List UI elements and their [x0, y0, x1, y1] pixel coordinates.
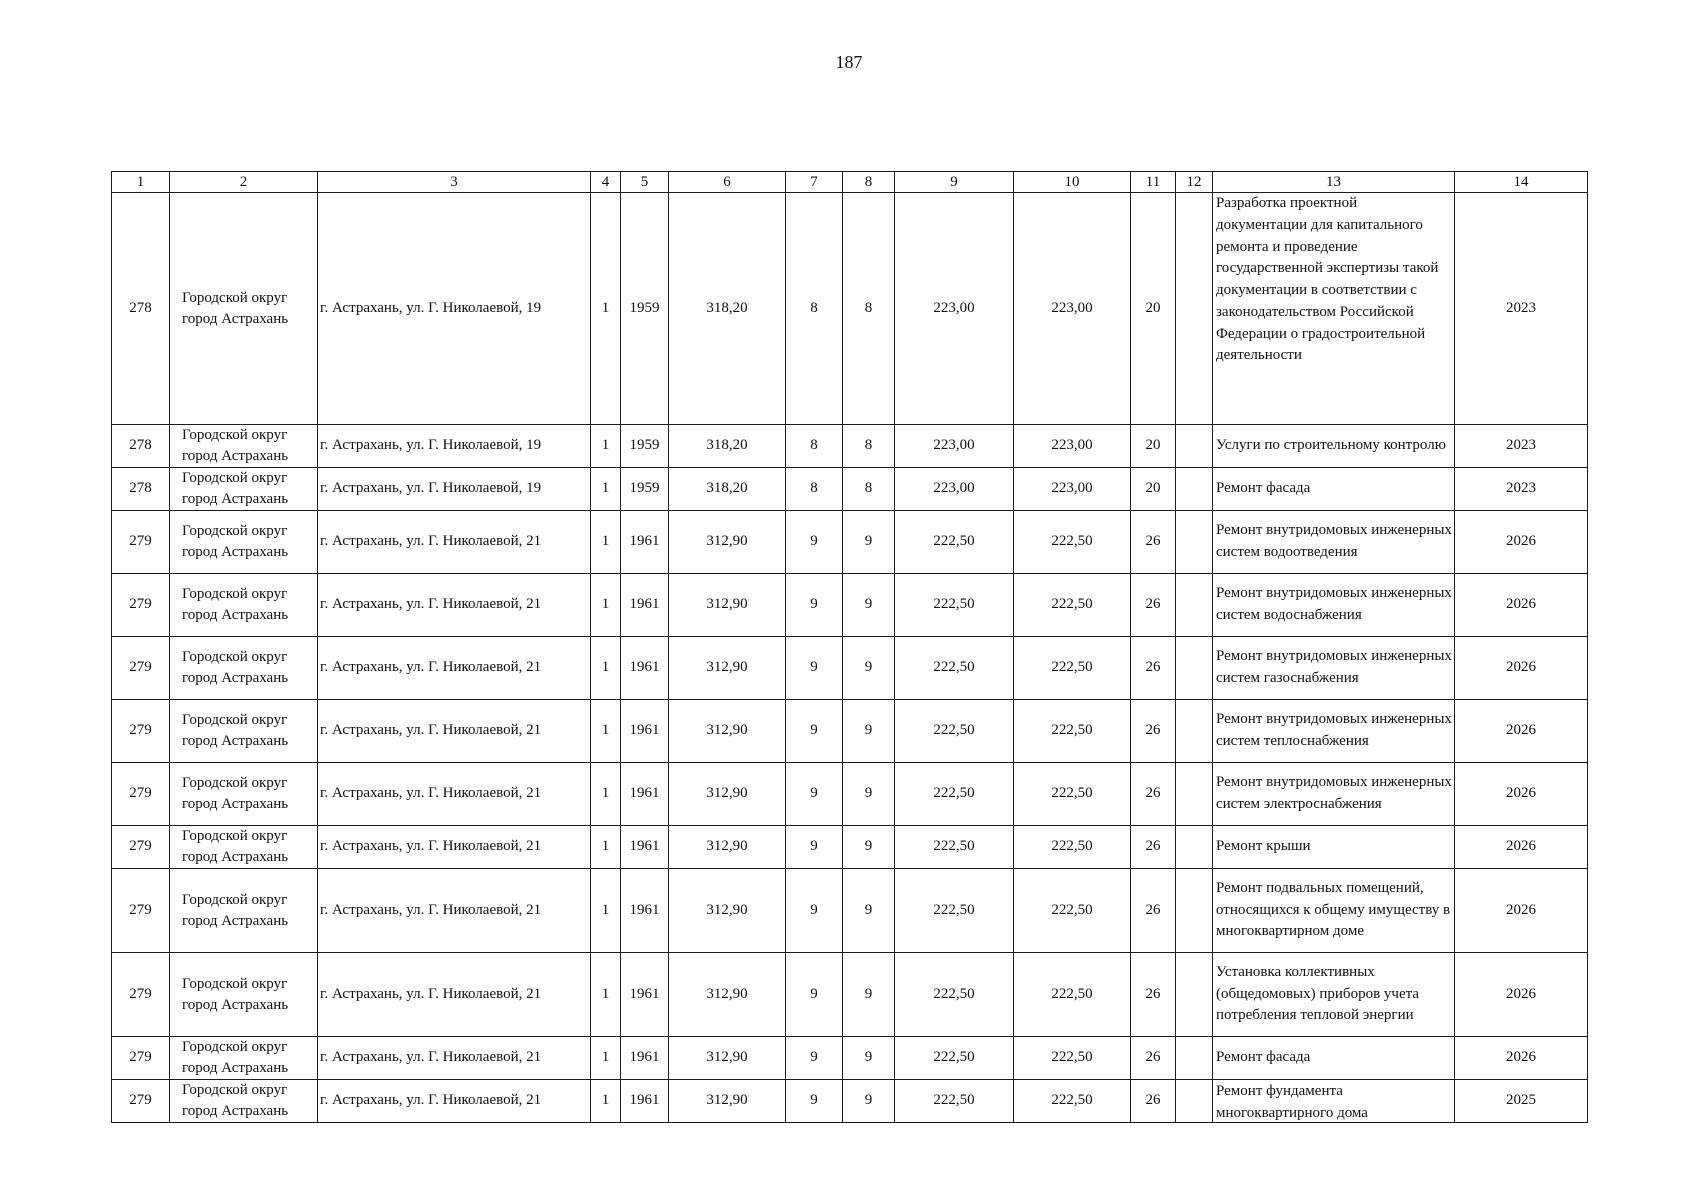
col7-cell: 9 — [786, 574, 843, 637]
work-type-text: Ремонт внутридомовых инженерных систем электроснабжения — [1216, 774, 1452, 812]
col9-cell: 222,50 — [895, 700, 1014, 763]
total-area-cell: 318,20 — [669, 425, 786, 468]
address-cell: г. Астрахань, ул. Г. Николаевой, 21 — [318, 953, 591, 1037]
col7-cell: 9 — [786, 511, 843, 574]
col4-cell: 1 — [591, 574, 621, 637]
col7-cell: 9 — [786, 826, 843, 869]
col7-cell: 9 — [786, 953, 843, 1037]
col4-cell: 1 — [591, 425, 621, 468]
col12-cell — [1176, 763, 1213, 826]
column-header-14: 14 — [1455, 172, 1588, 193]
plan-year-cell: 2026 — [1455, 574, 1588, 637]
work-type-cell — [1213, 637, 1455, 700]
total-area-cell: 312,90 — [669, 574, 786, 637]
col9-cell: 222,50 — [895, 574, 1014, 637]
table-row — [112, 826, 1588, 869]
col11-cell: 20 — [1131, 468, 1176, 511]
plan-year-cell: 2023 — [1455, 425, 1588, 468]
column-header-12: 12 — [1176, 172, 1213, 193]
col8-cell: 9 — [843, 953, 895, 1037]
plan-year-cell: 2026 — [1455, 953, 1588, 1037]
municipality-cell: Городской округ город Астрахань — [170, 468, 318, 511]
row-number-cell: 279 — [112, 826, 170, 869]
row-number-cell: 279 — [112, 511, 170, 574]
work-type-text: Разработка проектной документации для капитального ремонта и проведение государственной экспертизы такой документации в соответствии с законодательством Российской Федерации о градостроительной деятельности — [1216, 195, 1439, 364]
col8-cell: 9 — [843, 763, 895, 826]
build-year-cell: 1959 — [621, 425, 669, 468]
col10-cell: 222,50 — [1014, 511, 1131, 574]
col11-cell: 26 — [1131, 763, 1176, 826]
col12-cell — [1176, 826, 1213, 869]
col7-cell: 9 — [786, 1080, 843, 1123]
table-row — [112, 700, 1588, 763]
col9-cell: 223,00 — [895, 425, 1014, 468]
row-number-cell: 278 — [112, 193, 170, 425]
table-row — [112, 193, 1588, 425]
address-cell: г. Астрахань, ул. Г. Николаевой, 19 — [318, 425, 591, 468]
col12-cell — [1176, 468, 1213, 511]
col8-cell: 9 — [843, 637, 895, 700]
col7-cell: 9 — [786, 763, 843, 826]
build-year-cell: 1961 — [621, 1037, 669, 1080]
municipality-cell: Городской округ город Астрахань — [170, 700, 318, 763]
work-type-cell — [1213, 1080, 1455, 1123]
col7-cell: 8 — [786, 425, 843, 468]
col7-cell: 9 — [786, 700, 843, 763]
table-row — [112, 763, 1588, 826]
total-area-cell: 312,90 — [669, 637, 786, 700]
col12-cell — [1176, 574, 1213, 637]
build-year-cell: 1961 — [621, 869, 669, 953]
col11-cell: 26 — [1131, 1080, 1176, 1123]
col8-cell: 9 — [843, 869, 895, 953]
col11-cell: 26 — [1131, 574, 1176, 637]
work-type-text: Ремонт крыши — [1216, 838, 1311, 855]
col12-cell — [1176, 700, 1213, 763]
total-area-cell: 312,90 — [669, 763, 786, 826]
repair-program-table — [111, 171, 1588, 1123]
address-cell: г. Астрахань, ул. Г. Николаевой, 19 — [318, 193, 591, 425]
col10-cell: 222,50 — [1014, 700, 1131, 763]
address-cell: г. Астрахань, ул. Г. Николаевой, 21 — [318, 826, 591, 869]
col10-cell: 222,50 — [1014, 826, 1131, 869]
work-type-text: Ремонт фасада — [1216, 1049, 1311, 1066]
work-type-cell — [1213, 1037, 1455, 1080]
work-type-text: Услуги по строительному контролю — [1216, 437, 1446, 454]
col9-cell: 222,50 — [895, 1037, 1014, 1080]
col4-cell: 1 — [591, 826, 621, 869]
col10-cell: 222,50 — [1014, 869, 1131, 953]
work-type-cell — [1213, 826, 1455, 869]
col4-cell: 1 — [591, 700, 621, 763]
work-type-cell — [1213, 700, 1455, 763]
total-area-cell: 318,20 — [669, 468, 786, 511]
work-type-text: Установка коллективных (общедомовых) приборов учета потребления тепловой энергии — [1216, 963, 1419, 1024]
municipality-cell: Городской округ город Астрахань — [170, 193, 318, 425]
col10-cell: 222,50 — [1014, 637, 1131, 700]
col12-cell — [1176, 1080, 1213, 1123]
row-number-cell: 279 — [112, 1080, 170, 1123]
plan-year-cell: 2026 — [1455, 637, 1588, 700]
address-cell: г. Астрахань, ул. Г. Николаевой, 21 — [318, 574, 591, 637]
column-header-11: 11 — [1131, 172, 1176, 193]
address-cell: г. Астрахань, ул. Г. Николаевой, 21 — [318, 700, 591, 763]
col12-cell — [1176, 425, 1213, 468]
work-type-text: Ремонт подвальных помещений, относящихся к общему имуществу в многоквартирном доме — [1216, 879, 1451, 940]
municipality-cell: Городской округ город Астрахань — [170, 1037, 318, 1080]
col9-cell: 222,50 — [895, 953, 1014, 1037]
col9-cell: 222,50 — [895, 511, 1014, 574]
col10-cell: 222,50 — [1014, 1037, 1131, 1080]
col8-cell: 9 — [843, 826, 895, 869]
total-area-cell: 318,20 — [669, 193, 786, 425]
column-header-1: 1 — [112, 172, 170, 193]
row-number-cell: 279 — [112, 869, 170, 953]
col11-cell: 26 — [1131, 953, 1176, 1037]
table-row — [112, 574, 1588, 637]
table-row — [112, 468, 1588, 511]
col9-cell: 223,00 — [895, 193, 1014, 425]
column-header-13: 13 — [1213, 172, 1455, 193]
plan-year-cell: 2025 — [1455, 1080, 1588, 1123]
build-year-cell: 1961 — [621, 700, 669, 763]
row-number-cell: 278 — [112, 468, 170, 511]
col4-cell: 1 — [591, 1080, 621, 1123]
col8-cell: 8 — [843, 425, 895, 468]
work-type-cell — [1213, 425, 1455, 468]
col4-cell: 1 — [591, 953, 621, 1037]
col10-cell: 222,50 — [1014, 763, 1131, 826]
row-number-cell: 279 — [112, 763, 170, 826]
col12-cell — [1176, 1037, 1213, 1080]
municipality-cell: Городской округ город Астрахань — [170, 826, 318, 869]
table-header-row — [112, 172, 1588, 193]
repair-program-table-container — [111, 171, 1587, 1123]
col9-cell: 222,50 — [895, 1080, 1014, 1123]
page-number: 187 — [835, 52, 863, 72]
column-header-9: 9 — [895, 172, 1014, 193]
build-year-cell: 1959 — [621, 468, 669, 511]
work-type-text: Ремонт внутридомовых инженерных систем теплоснабжения — [1216, 711, 1452, 749]
col9-cell: 222,50 — [895, 763, 1014, 826]
work-type-cell — [1213, 193, 1455, 425]
work-type-text: Ремонт внутридомовых инженерных систем водоотведения — [1216, 522, 1452, 560]
plan-year-cell: 2026 — [1455, 826, 1588, 869]
table-row — [112, 869, 1588, 953]
col7-cell: 8 — [786, 193, 843, 425]
municipality-cell: Городской округ город Астрахань — [170, 763, 318, 826]
col4-cell: 1 — [591, 1037, 621, 1080]
build-year-cell: 1961 — [621, 953, 669, 1037]
total-area-cell: 312,90 — [669, 869, 786, 953]
total-area-cell: 312,90 — [669, 700, 786, 763]
build-year-cell: 1961 — [621, 763, 669, 826]
total-area-cell: 312,90 — [669, 1037, 786, 1080]
municipality-cell: Городской округ город Астрахань — [170, 1080, 318, 1123]
col4-cell: 1 — [591, 193, 621, 425]
work-type-cell — [1213, 869, 1455, 953]
table-row — [112, 511, 1588, 574]
column-header-8: 8 — [843, 172, 895, 193]
work-type-text: Ремонт внутридомовых инженерных систем водоснабжения — [1216, 585, 1452, 623]
col11-cell: 20 — [1131, 193, 1176, 425]
col7-cell: 8 — [786, 468, 843, 511]
plan-year-cell: 2023 — [1455, 193, 1588, 425]
col4-cell: 1 — [591, 468, 621, 511]
build-year-cell: 1961 — [621, 574, 669, 637]
col4-cell: 1 — [591, 869, 621, 953]
column-header-5: 5 — [621, 172, 669, 193]
col8-cell: 9 — [843, 1080, 895, 1123]
col12-cell — [1176, 869, 1213, 953]
row-number-cell: 279 — [112, 637, 170, 700]
col9-cell: 222,50 — [895, 869, 1014, 953]
table-row — [112, 1037, 1588, 1080]
municipality-cell: Городской округ город Астрахань — [170, 574, 318, 637]
address-cell: г. Астрахань, ул. Г. Николаевой, 21 — [318, 637, 591, 700]
total-area-cell: 312,90 — [669, 511, 786, 574]
row-number-cell: 279 — [112, 1037, 170, 1080]
build-year-cell: 1961 — [621, 511, 669, 574]
work-type-text: Ремонт фасада — [1216, 480, 1311, 497]
table-row — [112, 1080, 1588, 1123]
row-number-cell: 279 — [112, 574, 170, 637]
col8-cell: 9 — [843, 511, 895, 574]
col8-cell: 8 — [843, 193, 895, 425]
address-cell: г. Астрахань, ул. Г. Николаевой, 21 — [318, 1037, 591, 1080]
plan-year-cell: 2026 — [1455, 763, 1588, 826]
table-row — [112, 637, 1588, 700]
col9-cell: 223,00 — [895, 468, 1014, 511]
col8-cell: 8 — [843, 468, 895, 511]
total-area-cell: 312,90 — [669, 953, 786, 1037]
col10-cell: 223,00 — [1014, 425, 1131, 468]
col12-cell — [1176, 193, 1213, 425]
column-header-7: 7 — [786, 172, 843, 193]
column-header-10: 10 — [1014, 172, 1131, 193]
work-type-cell — [1213, 953, 1455, 1037]
col8-cell: 9 — [843, 574, 895, 637]
col11-cell: 26 — [1131, 1037, 1176, 1080]
plan-year-cell: 2026 — [1455, 869, 1588, 953]
plan-year-cell: 2026 — [1455, 1037, 1588, 1080]
build-year-cell: 1959 — [621, 193, 669, 425]
table-row — [112, 953, 1588, 1037]
col8-cell: 9 — [843, 1037, 895, 1080]
col11-cell: 26 — [1131, 700, 1176, 763]
column-header-3: 3 — [318, 172, 591, 193]
build-year-cell: 1961 — [621, 1080, 669, 1123]
build-year-cell: 1961 — [621, 637, 669, 700]
municipality-cell: Городской округ город Астрахань — [170, 637, 318, 700]
work-type-text: Ремонт внутридомовых инженерных систем газоснабжения — [1216, 648, 1452, 686]
work-type-cell — [1213, 763, 1455, 826]
plan-year-cell: 2023 — [1455, 468, 1588, 511]
address-cell: г. Астрахань, ул. Г. Николаевой, 21 — [318, 763, 591, 826]
col4-cell: 1 — [591, 637, 621, 700]
municipality-cell: Городской округ город Астрахань — [170, 869, 318, 953]
address-cell: г. Астрахань, ул. Г. Николаевой, 21 — [318, 1080, 591, 1123]
col7-cell: 9 — [786, 1037, 843, 1080]
municipality-cell: Городской округ город Астрахань — [170, 953, 318, 1037]
col10-cell: 222,50 — [1014, 953, 1131, 1037]
total-area-cell: 312,90 — [669, 826, 786, 869]
col11-cell: 26 — [1131, 637, 1176, 700]
col10-cell: 222,50 — [1014, 574, 1131, 637]
col4-cell: 1 — [591, 511, 621, 574]
column-header-4: 4 — [591, 172, 621, 193]
col9-cell: 222,50 — [895, 637, 1014, 700]
col7-cell: 9 — [786, 637, 843, 700]
work-type-cell — [1213, 511, 1455, 574]
col4-cell: 1 — [591, 763, 621, 826]
plan-year-cell: 2026 — [1455, 700, 1588, 763]
row-number-cell: 278 — [112, 425, 170, 468]
address-cell: г. Астрахань, ул. Г. Николаевой, 19 — [318, 468, 591, 511]
col8-cell: 9 — [843, 700, 895, 763]
table-row — [112, 425, 1588, 468]
row-number-cell: 279 — [112, 700, 170, 763]
col10-cell: 223,00 — [1014, 468, 1131, 511]
work-type-cell — [1213, 468, 1455, 511]
build-year-cell: 1961 — [621, 826, 669, 869]
column-header-6: 6 — [669, 172, 786, 193]
col12-cell — [1176, 511, 1213, 574]
col11-cell: 20 — [1131, 425, 1176, 468]
col10-cell: 223,00 — [1014, 193, 1131, 425]
work-type-cell — [1213, 574, 1455, 637]
column-header-2: 2 — [170, 172, 318, 193]
col11-cell: 26 — [1131, 869, 1176, 953]
col9-cell: 222,50 — [895, 826, 1014, 869]
work-type-text: Ремонт фундамента многоквартирного дома — [1216, 1083, 1368, 1121]
plan-year-cell: 2026 — [1455, 511, 1588, 574]
municipality-cell: Городской округ город Астрахань — [170, 425, 318, 468]
address-cell: г. Астрахань, ул. Г. Николаевой, 21 — [318, 869, 591, 953]
col11-cell: 26 — [1131, 511, 1176, 574]
col12-cell — [1176, 953, 1213, 1037]
address-cell: г. Астрахань, ул. Г. Николаевой, 21 — [318, 511, 591, 574]
col11-cell: 26 — [1131, 826, 1176, 869]
table-body — [112, 193, 1588, 1123]
municipality-cell: Городской округ город Астрахань — [170, 511, 318, 574]
total-area-cell: 312,90 — [669, 1080, 786, 1123]
col10-cell: 222,50 — [1014, 1080, 1131, 1123]
col7-cell: 9 — [786, 869, 843, 953]
col12-cell — [1176, 637, 1213, 700]
row-number-cell: 279 — [112, 953, 170, 1037]
